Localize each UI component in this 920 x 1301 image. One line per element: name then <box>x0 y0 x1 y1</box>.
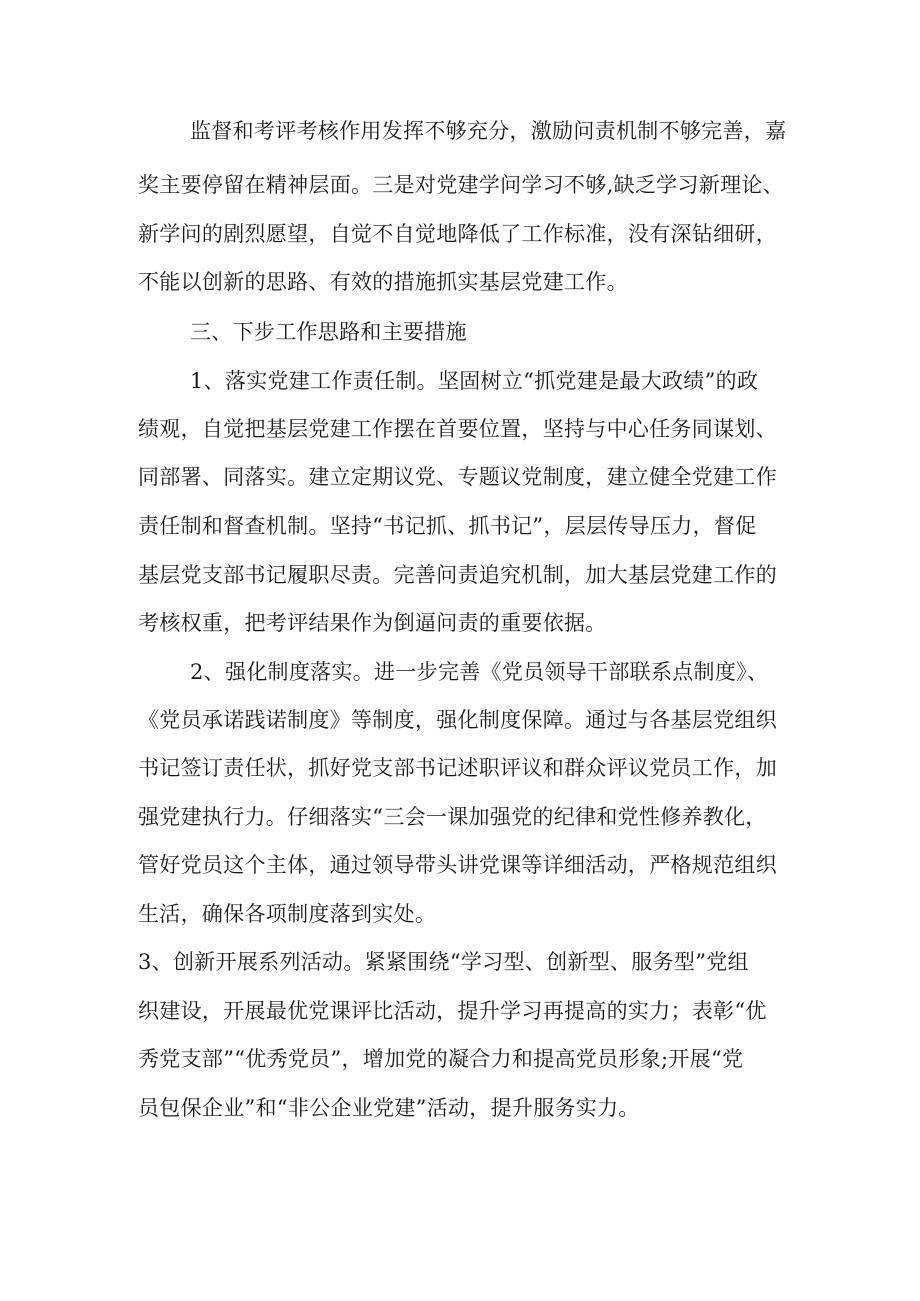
text-line: 新学问的剧烈愿望，自觉不自觉地降低了工作标准，没有深钻细研， <box>138 222 777 246</box>
text-line: 考核权重，把考评结果作为倒逼问责的重要依据。 <box>138 611 607 635</box>
text-line: 生活，确保各项制度落到实处。 <box>138 902 437 926</box>
text-line: 同部署、同落实。建立定期议党、专题议党制度，建立健全党建工作 <box>138 465 777 489</box>
text-line: 书记签订责任状，抓好党支部书记述职评议和群众评议党员工作，加 <box>138 756 777 780</box>
text-line: 基层党支部书记履职尽责。完善问责追究机制，加大基层党建工作的 <box>138 563 777 587</box>
text-line: 员包保企业”和“非公企业党建”活动，提升服务实力。 <box>138 1096 640 1120</box>
text-line: 不能以创新的思路、有效的措施抓实基层党建工作。 <box>138 270 628 294</box>
text-line: 3、创新开展系列活动。紧紧围绕“学习型、创新型、服务型”党组 <box>138 950 749 974</box>
text-line: 秀党支部”“优秀党员”，增加党的凝合力和提高党员形象;开展“党 <box>138 1047 744 1071</box>
text-line: 2、强化制度落实。进一步完善《党员领导干部联系点制度》、 <box>190 660 769 684</box>
text-line: 监督和考评考核作用发挥不够充分，激励问责机制不够完善，嘉 <box>190 119 787 143</box>
text-line: 奖主要停留在精神层面。三是对党建学问学习不够,缺乏学习新理论、 <box>138 173 784 197</box>
text-line: 责任制和督查机制。坚持“书记抓、抓书记”，层层传导压力，督促 <box>138 514 757 538</box>
text-line: 管好党员这个主体，通过领导带头讲党课等详细活动，严格规范组织 <box>138 853 777 877</box>
text-line: 织建设，开展最优党课评比活动，提升学习再提高的实力；表彰“优 <box>138 999 767 1023</box>
text-line: 强党建执行力。仔细落实“三会一课加强党的纪律和党性修养教化， <box>138 805 767 829</box>
text-line: 绩观，自觉把基层党建工作摆在首要位置，坚持与中心任务同谋划、 <box>138 417 777 441</box>
section-heading: 三、下步工作思路和主要措施 <box>190 320 467 344</box>
text-line: 1、落实党建工作责任制。坚固树立“抓党建是最大政绩”的政 <box>190 369 759 393</box>
text-line: 《党员承诺践诺制度》等制度，强化制度保障。通过与各基层党组织 <box>138 708 777 732</box>
